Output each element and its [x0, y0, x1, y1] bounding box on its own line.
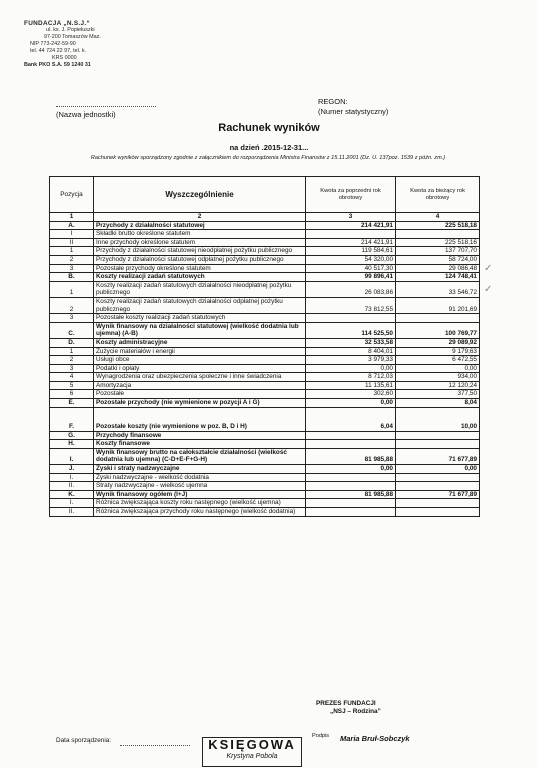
stamp-line: 97-200 Tomaszów Maz. — [44, 34, 101, 40]
row-prev-amount: 81 985,88 — [306, 490, 396, 499]
prezes-stamp — [306, 700, 381, 715]
row-label: 2 — [94, 213, 306, 222]
regon-block — [318, 97, 388, 117]
row-label: Koszty administracyjne — [94, 338, 306, 347]
row-prev-amount: 8 404,01 — [306, 347, 396, 356]
row-label: Usługi obce — [94, 356, 306, 365]
document-description: Rachunek wyników sporządzony zgodnie z załącznikiem do rozporządzenia Ministra Finansów z 15.11.2001 (Dz. U. 137poz. 1539 z późn. zm.) — [90, 155, 446, 161]
header-prev-year: Kwota za poprzedni rok obrotowy — [306, 177, 396, 213]
table-row — [50, 465, 480, 474]
row-label: Zyski nadzwyczajne - wielkość dodatnia — [94, 473, 306, 482]
row-label: Różnica zwiększająca przychody roku następnego (wielkość dodatnia) — [94, 508, 306, 517]
row-curr-amount — [396, 431, 480, 440]
row-label: Różnica zwiększająca koszty roku następnego (wielkość ujemna) — [94, 499, 306, 508]
row-prev-amount: 26 083,86 — [306, 281, 396, 297]
row-curr-amount: 9 179,63 — [396, 347, 480, 356]
table-row — [50, 364, 480, 373]
row-label: Podatki i opłaty — [94, 364, 306, 373]
row-prev-amount — [306, 499, 396, 508]
row-prev-amount: 32 533,58 — [306, 338, 396, 347]
row-label: Zużycie materiałów i energii — [94, 347, 306, 356]
row-label: Przychody finansowe — [94, 431, 306, 440]
prezes-subtitle: „NSJ – Rodzina” — [330, 707, 381, 715]
table-row — [50, 473, 480, 482]
row-prev-amount: 54 320,00 — [306, 255, 396, 264]
row-prev-amount — [306, 230, 396, 239]
nazwa-label: (Nazwa jednostki) — [56, 110, 116, 119]
row-curr-amount: 4 — [396, 213, 480, 222]
row-prev-amount: 73 812,55 — [306, 297, 396, 313]
ksiegowa-name: Krystyna Pobola — [226, 753, 278, 760]
table-row — [50, 440, 480, 449]
check-mark-icon: ✓ — [484, 284, 493, 295]
ksiegowa-stamp — [202, 737, 302, 767]
row-curr-amount: 377,50 — [396, 390, 480, 399]
table-row — [50, 273, 480, 282]
numer-statystyczny-label: (Numer statystyczny) — [318, 107, 389, 116]
row-position: 1 — [50, 281, 94, 297]
row-prev-amount — [306, 431, 396, 440]
nazwa-dotted-line — [56, 106, 156, 107]
row-prev-amount: 81 985,88 — [306, 448, 396, 464]
row-curr-amount: 137 707,70 — [396, 247, 480, 256]
stamp-line: KRS 0000 — [52, 55, 77, 61]
row-position: 1 — [50, 213, 94, 222]
row-curr-amount: 100 769,77 — [396, 322, 480, 338]
organization-stamp — [24, 20, 144, 69]
row-label: Inne przychody określone statutem — [94, 238, 306, 247]
row-prev-amount: 3 — [306, 213, 396, 222]
table-row — [50, 221, 480, 230]
row-curr-amount: 0,00 — [396, 364, 480, 373]
row-prev-amount: 40 517,30 — [306, 264, 396, 273]
row-position: II. — [50, 508, 94, 517]
row-prev-amount: 99 896,41 — [306, 273, 396, 282]
row-prev-amount — [306, 314, 396, 323]
row-position: II. — [50, 482, 94, 491]
row-curr-amount — [396, 440, 480, 449]
row-curr-amount: 124 748,41 — [396, 273, 480, 282]
table-row — [50, 247, 480, 256]
table-row — [50, 356, 480, 365]
table-row — [50, 255, 480, 264]
table-row — [50, 264, 480, 273]
row-curr-amount — [396, 473, 480, 482]
row-prev-amount: 119 584,61 — [306, 247, 396, 256]
row-curr-amount: 225 518,18 — [396, 221, 480, 230]
data-sporzadzenia-label: Data sporządzenia: — [56, 737, 112, 744]
row-label: Koszty finansowe — [94, 440, 306, 449]
row-label: Przychody z działalności statutowej — [94, 221, 306, 230]
row-label: Przychody z działalności statutowej odpłatnej pożytku publicznego — [94, 255, 306, 264]
row-position: K. — [50, 490, 94, 499]
row-label: Wynik finansowy brutto na całokształcie działalności (wielkość dodatnia lub ujemna) (C-D+E-F+G-H) — [94, 448, 306, 464]
table-row — [50, 297, 480, 313]
row-position: C. — [50, 322, 94, 338]
row-prev-amount: 214 421,91 — [306, 221, 396, 230]
row-label: Koszty realizacji zadań statutowych działalności nieodpłatnej pożytku publicznego — [94, 281, 306, 297]
row-curr-amount — [396, 230, 480, 239]
podpis-label: Podpis — [312, 733, 330, 739]
table-row — [50, 314, 480, 323]
table-row — [50, 381, 480, 390]
document-title: Rachunek wyników — [218, 122, 320, 134]
row-position: 2 — [50, 255, 94, 264]
table-row — [50, 407, 480, 431]
row-prev-amount — [306, 473, 396, 482]
stamp-line: ul. ks. J. Popiełuszki — [46, 27, 95, 33]
row-position: A. — [50, 221, 94, 230]
row-curr-amount — [396, 508, 480, 517]
table-row — [50, 499, 480, 508]
row-curr-amount: 10,00 — [396, 407, 480, 431]
table-row — [50, 482, 480, 491]
row-label: Koszty realizacji zadań statutowych — [94, 273, 306, 282]
table-row — [50, 238, 480, 247]
row-position: H. — [50, 440, 94, 449]
row-label: Przychody z działalności statutowej nieodpłatnej pożytku publicznego — [94, 247, 306, 256]
financial-table — [49, 176, 480, 517]
row-prev-amount: 0,00 — [306, 399, 396, 408]
header-curr-year: Kwota za bieżący rok obrotowy — [396, 177, 480, 213]
row-curr-amount — [396, 314, 480, 323]
document-date: na dzień .2015-12-31... — [229, 143, 309, 152]
podpis-name: Maria Bruł-Sobczyk — [340, 734, 410, 743]
row-label: Wynagrodzenia oraz ubezpieczenia społeczne i inne świadczenia — [94, 373, 306, 382]
row-prev-amount: 8 712,03 — [306, 373, 396, 382]
row-prev-amount — [306, 440, 396, 449]
row-label: Składki brutto określone statutem — [94, 230, 306, 239]
row-position: I. — [50, 448, 94, 464]
table-row — [50, 373, 480, 382]
row-position: I. — [50, 473, 94, 482]
row-curr-amount: 0,00 — [396, 465, 480, 474]
row-position: 4 — [50, 373, 94, 382]
row-curr-amount: 58 724,00 — [396, 255, 480, 264]
table-row — [50, 390, 480, 399]
row-position: 5 — [50, 381, 94, 390]
row-position: I. — [50, 499, 94, 508]
row-prev-amount: 114 525,50 — [306, 322, 396, 338]
row-label: Wynik finansowy na działalności statutowej (wielkość dodatnia lub ujemna) (A-B) — [94, 322, 306, 338]
row-curr-amount: 71 677,89 — [396, 448, 480, 464]
row-label: Zyski i straty nadzwyczajne — [94, 465, 306, 474]
row-position: I — [50, 230, 94, 239]
row-label: Amortyzacja — [94, 381, 306, 390]
stamp-line: tel. 44 724 22 97, tel. k. — [30, 48, 87, 54]
row-prev-amount: 214 421,91 — [306, 238, 396, 247]
table-row — [50, 399, 480, 408]
row-prev-amount — [306, 482, 396, 491]
table-row — [50, 230, 480, 239]
row-curr-amount: 8,04 — [396, 399, 480, 408]
row-position: J. — [50, 465, 94, 474]
row-prev-amount: 3 979,33 — [306, 356, 396, 365]
row-position: 3 — [50, 364, 94, 373]
row-position: II — [50, 238, 94, 247]
row-prev-amount — [306, 508, 396, 517]
table-row — [50, 338, 480, 347]
row-curr-amount: 91 201,69 — [396, 297, 480, 313]
row-prev-amount: 6,04 — [306, 407, 396, 431]
table-row — [50, 431, 480, 440]
row-curr-amount: 29 089,92 — [396, 338, 480, 347]
row-label: Koszty realizacji zadań statutowych działalności odpłatnej pożytku publicznego — [94, 297, 306, 313]
row-curr-amount: 225 518,16 — [396, 238, 480, 247]
row-curr-amount: 934,00 — [396, 373, 480, 382]
row-position: B. — [50, 273, 94, 282]
table-row — [50, 322, 480, 338]
row-curr-amount — [396, 499, 480, 508]
header-pozycja: Pozycja — [50, 177, 94, 213]
row-position: G. — [50, 431, 94, 440]
table-row — [50, 347, 480, 356]
row-prev-amount: 302,60 — [306, 390, 396, 399]
row-position: D. — [50, 338, 94, 347]
table-row — [50, 281, 480, 297]
row-label: Straty nadzwyczajne - wielkość ujemna — [94, 482, 306, 491]
table-row — [50, 508, 480, 517]
table-row — [50, 213, 480, 222]
row-curr-amount: 29 086,48 — [396, 264, 480, 273]
row-position: 2 — [50, 356, 94, 365]
row-prev-amount: 0,00 — [306, 364, 396, 373]
row-curr-amount: 33 546,72 — [396, 281, 480, 297]
row-prev-amount: 11 135,61 — [306, 381, 396, 390]
row-curr-amount — [396, 482, 480, 491]
data-dotted-line — [120, 745, 190, 746]
header-wyszczegolnienie: Wyszczególnienie — [94, 177, 306, 213]
row-position: 1 — [50, 347, 94, 356]
row-curr-amount: 12 120,24 — [396, 381, 480, 390]
row-prev-amount: 0,00 — [306, 465, 396, 474]
row-position: E. — [50, 399, 94, 408]
row-label: Pozostałe przychody (nie wymienione w pozycji A i G) — [94, 399, 306, 408]
row-position: 1 — [50, 247, 94, 256]
check-mark-icon: ✓ — [484, 263, 493, 274]
ksiegowa-title: KSIĘGOWA — [208, 737, 296, 752]
row-label: Pozostałe koszty (nie wymienione w poz. B, D i H) — [94, 407, 306, 431]
row-curr-amount: 71 677,89 — [396, 490, 480, 499]
row-position: 3 — [50, 264, 94, 273]
table-row — [50, 448, 480, 464]
stamp-line: Bank PKO S.A. 59 1240 31 — [24, 62, 91, 68]
row-label: Pozostałe — [94, 390, 306, 399]
row-label: Pozostałe przychody określone statutem — [94, 264, 306, 273]
table-row — [50, 490, 480, 499]
regon-label: REGON: — [318, 97, 348, 106]
row-curr-amount: 6 472,55 — [396, 356, 480, 365]
row-position: 2 — [50, 297, 94, 313]
row-position: 6 — [50, 390, 94, 399]
row-position: 3 — [50, 314, 94, 323]
row-position: F. — [50, 407, 94, 431]
row-label: Wynik finansowy ogółem (I+J) — [94, 490, 306, 499]
stamp-line: NIP 773-242-59-90 — [30, 41, 76, 47]
row-label: Pozostałe koszty realizacji zadań statutowych — [94, 314, 306, 323]
prezes-title: PREZES FUNDACJI — [316, 700, 376, 707]
stamp-line: FUNDACJA „N.S.J.“ — [24, 20, 90, 27]
